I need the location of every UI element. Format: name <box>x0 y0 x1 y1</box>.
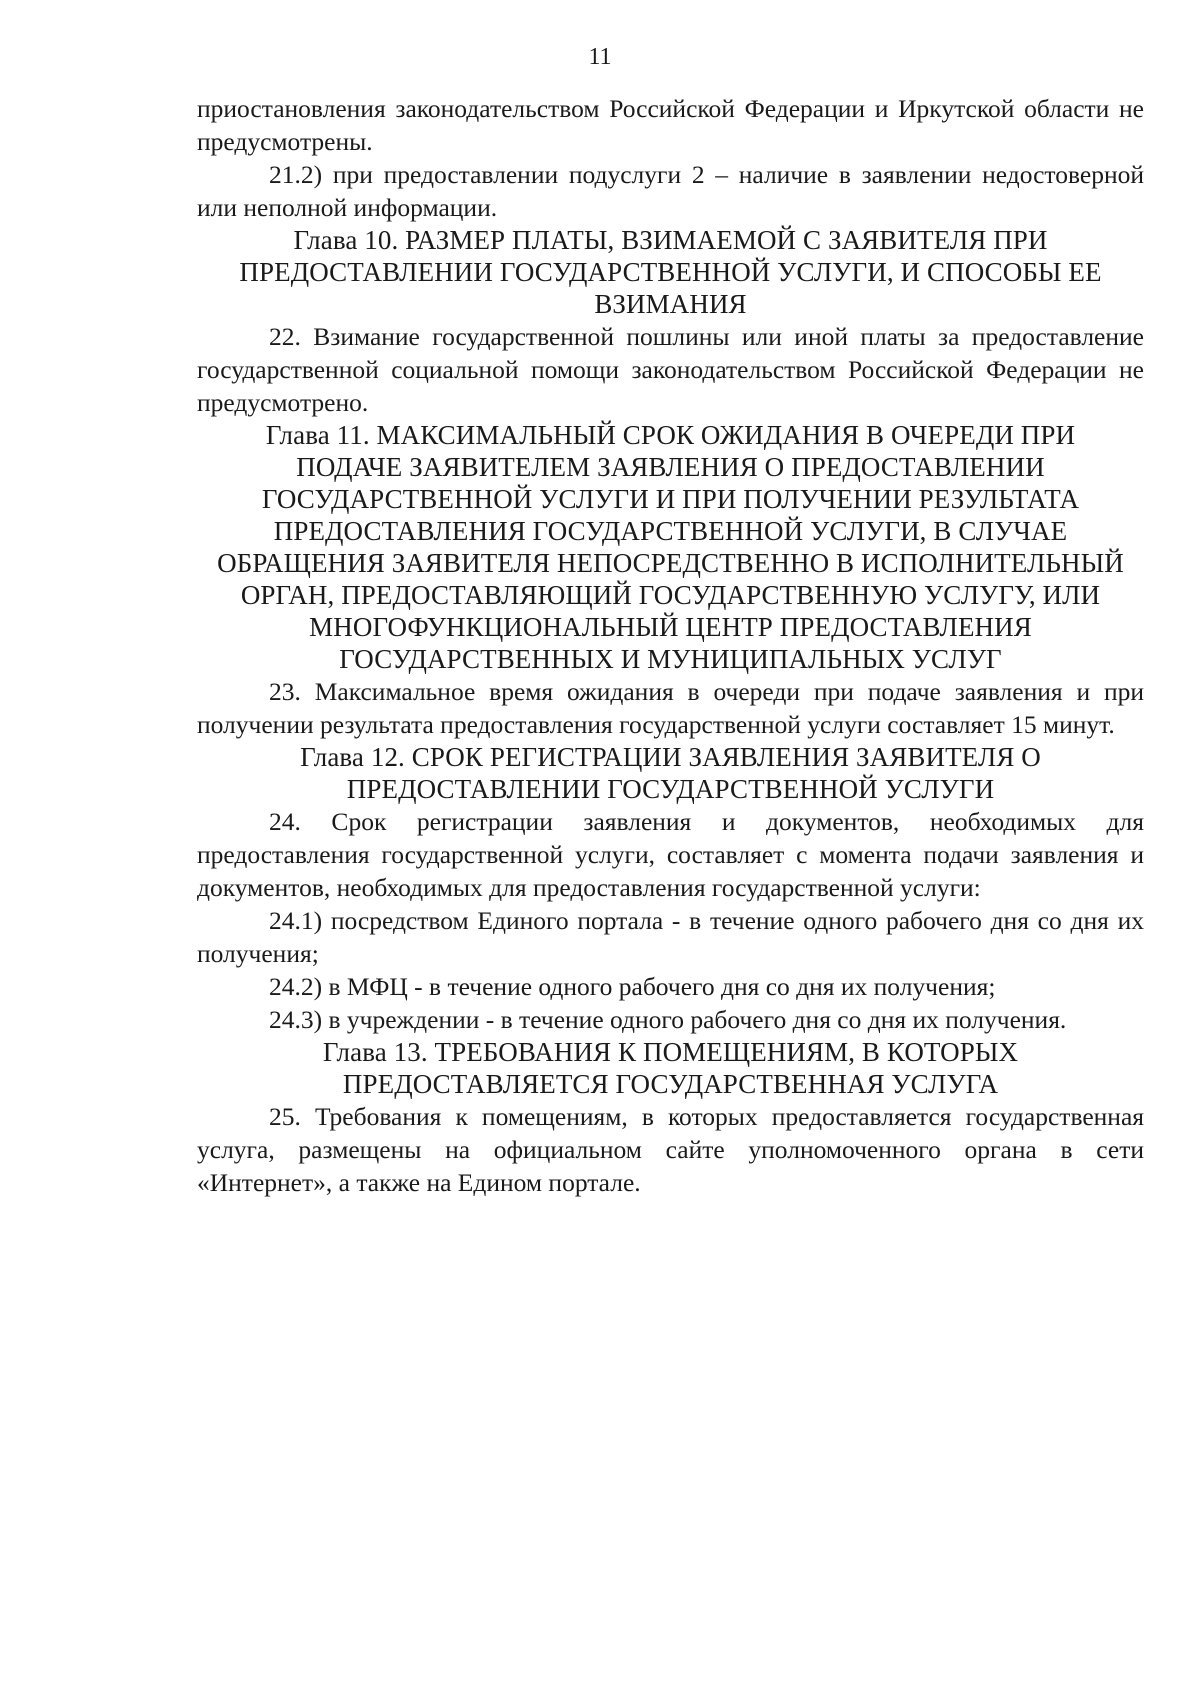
paragraph-22: 22. Взимание государственной пошлины или иной платы за предоставление государственной социальной помощи законодательством Российской Федерации не предусмотрено. <box>197 322 1144 417</box>
chapter-12-heading: Глава 12. СРОК РЕГИСТРАЦИИ ЗАЯВЛЕНИЯ ЗАЯВИТЕЛЯ О ПРЕДОСТАВЛЕНИИ ГОСУДАРСТВЕННОЙ УСЛУГИ <box>300 742 1041 804</box>
paragraph-24-3: 24.3) в учреждении - в течение одного рабочего дня со дня их получения. <box>269 1005 1067 1034</box>
document-body <box>197 92 1144 1199</box>
paragraph-23: 23. Максимальное время ожидания в очереди при подаче заявления и при получении результата предоставления государственной услуги составляет 15 минут. <box>197 677 1144 739</box>
chapter-10-heading: Глава 10. РАЗМЕР ПЛАТЫ, ВЗИМАЕМОЙ С ЗАЯВИТЕЛЯ ПРИ ПРЕДОСТАВЛЕНИИ ГОСУДАРСТВЕННОЙ УСЛУГИ, И СПОСОБЫ ЕЕ ВЗИМАНИЯ <box>239 225 1102 319</box>
paragraph-continuation: приостановления законодательством Российской Федерации и Иркутской области не предусмотрены. <box>197 94 1144 156</box>
paragraph-24: 24. Срок регистрации заявления и документов, необходимых для предоставления государственной услуги, составляет с момента подачи заявления и документов, необходимых для предоставления государственной услуги: <box>197 807 1144 902</box>
page-number: 11 <box>588 44 612 70</box>
paragraph-24-1: 24.1) посредством Единого портала - в течение одного рабочего дня со дня их получения; <box>197 906 1144 968</box>
paragraph-25: 25. Требования к помещениям, в которых предоставляется государственная услуга, размещены на официальном сайте уполномоченного органа в сети «Интернет», а также на Едином портале. <box>197 1102 1144 1197</box>
paragraph-21-2: 21.2) при предоставлении подуслуги 2 – наличие в заявлении недостоверной или неполной информации. <box>197 160 1144 222</box>
chapter-13-heading: Глава 13. ТРЕБОВАНИЯ К ПОМЕЩЕНИЯМ, В КОТОРЫХ ПРЕДОСТАВЛЯЕТСЯ ГОСУДАРСТВЕННАЯ УСЛУГА <box>322 1037 1019 1099</box>
chapter-11-heading: Глава 11. МАКСИМАЛЬНЫЙ СРОК ОЖИДАНИЯ В ОЧЕРЕДИ ПРИ ПОДАЧЕ ЗАЯВИТЕЛЕМ ЗАЯВЛЕНИЯ О ПРЕДОСТАВЛЕНИИ ГОСУДАРСТВЕННОЙ УСЛУГИ И ПРИ ПОЛУЧЕНИИ РЕЗУЛЬТАТА ПРЕДОСТАВЛЕНИЯ ГОСУДАРСТВЕННОЙ УСЛУГИ, В СЛУЧАЕ ОБРАЩЕНИЯ ЗАЯВИТЕЛЯ НЕПОСРЕДСТВЕННО В ИСПОЛНИТЕЛЬНЫЙ ОРГАН, ПРЕДОСТАВЛЯЮЩИЙ ГОСУДАРСТВЕННУЮ УСЛУГУ, ИЛИ МНОГОФУНКЦИОНАЛЬНЫЙ ЦЕНТР ПРЕДОСТАВЛЕНИЯ ГОСУДАРСТВЕННЫХ И МУНИЦИПАЛЬНЫХ УСЛУГ <box>217 420 1124 674</box>
paragraph-24-2: 24.2) в МФЦ - в течение одного рабочего дня со дня их получения; <box>269 972 996 1001</box>
